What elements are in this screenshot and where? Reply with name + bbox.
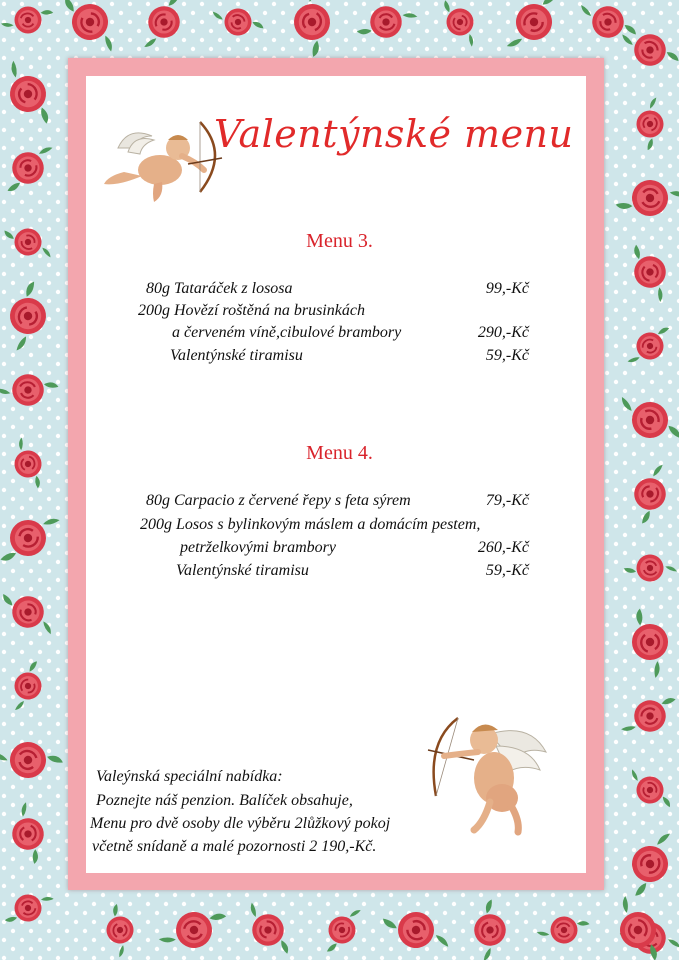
menu-3-price: 59,-Kč <box>485 347 529 364</box>
menu-4-line: 200g Losos s bylinkovým máslem a domácím pestem, <box>140 516 481 533</box>
menu-4-line: 80g Carpacio z červené řepy s feta sýrem <box>146 492 411 509</box>
menu-4-price: 59,-Kč <box>485 562 529 579</box>
menu-title: Valentýnské menu <box>214 112 574 156</box>
menu-4-heading: Menu 4. <box>306 442 373 464</box>
menu-4-price: 79,-Kč <box>485 492 529 509</box>
menu-3-line: 200g Hovězí roštěná na brusinkách <box>138 302 365 319</box>
menu-4-line: petrželkovými brambory <box>180 539 336 556</box>
special-offer-line: včetně snídaně a malé pozornosti 2 190,-Kč. <box>92 838 377 855</box>
special-offer-line: Valeýnská speciální nabídka: <box>96 768 283 785</box>
special-offer-line: Poznejte náš penzion. Balíček obsahuje, <box>96 792 353 809</box>
menu-3-line: Valentýnské tiramisu <box>170 347 303 364</box>
menu-3-line: 80g Tataráček z lososa <box>146 280 293 297</box>
cupid-top-icon <box>98 118 226 204</box>
menu-4-price: 260,-Kč <box>477 539 529 556</box>
menu-4-line: Valentýnské tiramisu <box>176 562 309 579</box>
special-offer-line: Menu pro dvě osoby dle výběru 2lůžkový pokoj <box>90 815 391 832</box>
menu-3-heading: Menu 3. <box>306 230 373 252</box>
menu-3-line: a červeném víně,cibulové brambory <box>172 324 402 341</box>
menu-3-price: 290,-Kč <box>477 324 529 341</box>
menu-3-price: 99,-Kč <box>485 280 529 297</box>
cupid-bottom-icon <box>418 706 550 836</box>
